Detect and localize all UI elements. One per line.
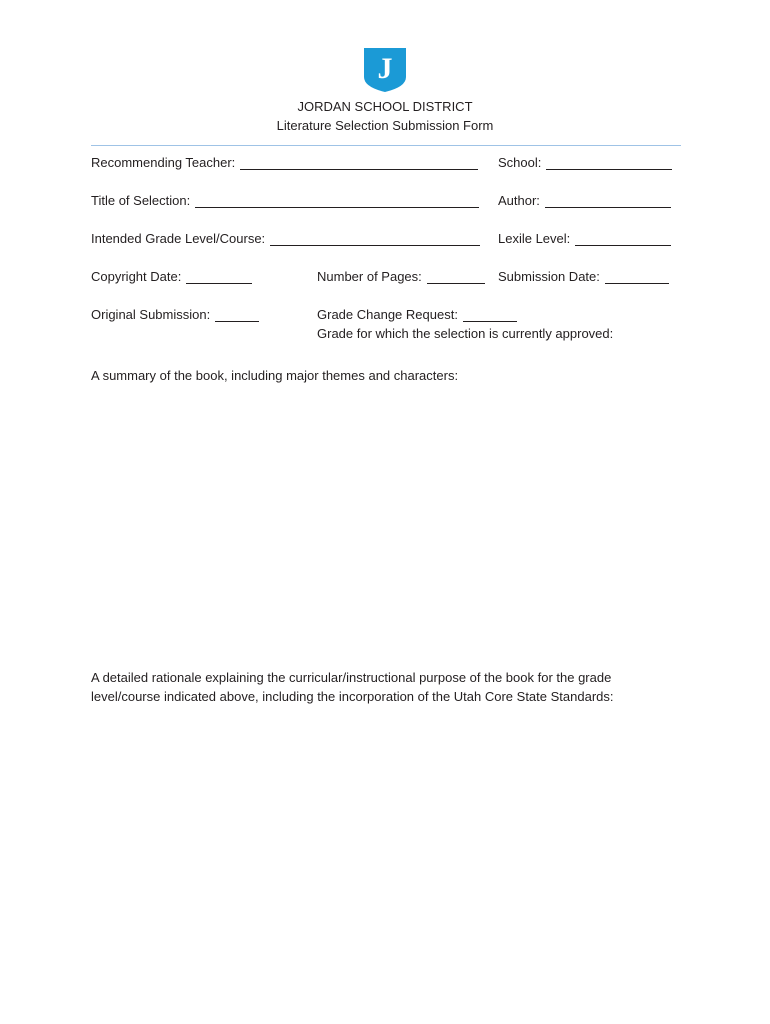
copyright-date-field	[91, 269, 252, 284]
grade-change-request-field	[317, 307, 517, 322]
lexile-level-label: Lexile Level:	[498, 231, 571, 246]
original-submission-field	[91, 307, 259, 322]
lexile-level-field	[498, 231, 671, 246]
author-field	[498, 193, 671, 208]
original-submission-label: Original Submission:	[91, 307, 211, 322]
number-of-pages-input[interactable]	[427, 269, 485, 284]
original-submission-input[interactable]	[215, 307, 259, 322]
rationale-area[interactable]	[91, 715, 691, 1005]
logo-letter: J	[377, 52, 393, 85]
submission-date-label: Submission Date:	[498, 269, 600, 284]
submission-date-input[interactable]	[605, 269, 669, 284]
grade-currently-approved-label: Grade for which the selection is currently approved:	[317, 326, 614, 341]
copyright-date-input[interactable]	[186, 269, 252, 284]
author-label: Author:	[498, 193, 540, 208]
title-of-selection-label: Title of Selection:	[91, 193, 191, 208]
lexile-level-input[interactable]	[575, 231, 671, 246]
grade-change-request-input[interactable]	[463, 307, 517, 322]
school-label: School:	[498, 155, 542, 170]
school-input[interactable]	[546, 155, 672, 170]
form-title: Literature Selection Submission Form	[276, 118, 494, 133]
recommending-teacher-label: Recommending Teacher:	[91, 155, 236, 170]
intended-grade-label: Intended Grade Level/Course:	[91, 231, 266, 246]
school-field	[498, 155, 672, 170]
jordan-district-logo	[363, 47, 407, 93]
number-of-pages-field	[317, 269, 485, 284]
district-name: JORDAN SCHOOL DISTRICT	[297, 99, 473, 114]
header-divider	[91, 145, 681, 146]
author-input[interactable]	[545, 193, 671, 208]
recommending-teacher-field	[91, 155, 478, 170]
recommending-teacher-input[interactable]	[240, 155, 478, 170]
summary-prompt: A summary of the book, including major themes and characters:	[91, 368, 459, 383]
number-of-pages-label: Number of Pages:	[317, 269, 422, 284]
intended-grade-field	[91, 231, 480, 246]
submission-date-field	[498, 269, 669, 284]
intended-grade-input[interactable]	[270, 231, 480, 246]
grade-change-request-label: Grade Change Request:	[317, 307, 458, 322]
summary-area[interactable]	[91, 400, 691, 655]
rationale-prompt: A detailed rationale explaining the curricular/instructional purpose of the book for the grade level/course indicated above, including the incorporation of the Utah Core State Standards:	[91, 670, 614, 704]
copyright-date-label: Copyright Date:	[91, 269, 182, 284]
title-of-selection-field	[91, 193, 479, 208]
title-of-selection-input[interactable]	[195, 193, 479, 208]
